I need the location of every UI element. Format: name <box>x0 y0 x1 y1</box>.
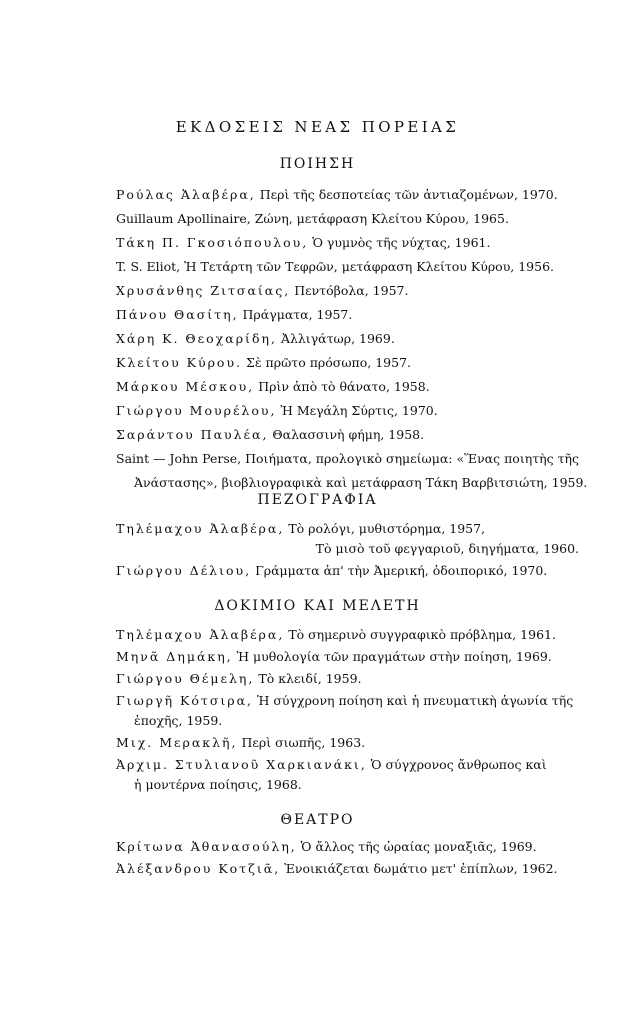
list-item-continuation <box>134 776 604 794</box>
list-item <box>116 426 586 444</box>
list-item <box>116 450 586 468</box>
list-item <box>116 626 586 644</box>
entry-work: Πράγματα, 1957. <box>242 307 353 322</box>
entry-work: Ἀνάστασης», βιοβλιογραφικὰ καὶ μετάφραση Τάκη Βαρβιτσιώτη, 1959. <box>134 475 588 490</box>
entry-author: Κρίτωνα Ἀθανασούλη, <box>116 839 297 854</box>
entry-author: Σαράντου Παυλέα, <box>116 427 269 442</box>
list-item <box>116 282 586 300</box>
list-item <box>116 258 586 276</box>
entry-work: Ἡ Μεγάλη Σύρτις, 1970. <box>280 403 438 418</box>
entry-work: T. S. Eliot, Ἡ Τετάρτη τῶν Τεφρῶν, μετάφραση Κλείτου Κύρου, 1956. <box>116 259 555 274</box>
entry-work: Ἐνοικιάζεται δωμάτιο μετ' ἐπίπλων, 1962. <box>284 861 558 876</box>
list-item <box>116 186 586 204</box>
list-item <box>116 354 586 372</box>
entry-author: Μηνᾶ Δημάκη, <box>116 649 233 664</box>
entry-work: Τὸ κλειδί, 1959. <box>258 671 362 686</box>
list-item <box>116 378 586 396</box>
list-item <box>116 210 586 228</box>
entry-work: Ὁ γυμνὸς τῆς νύχτας, 1961. <box>312 235 491 250</box>
section-heading-essay: ΔΟΚΙΜΙΟ ΚΑΙ ΜΕΛΕΤΗ <box>214 598 421 614</box>
list-item <box>116 306 586 324</box>
entry-author: Πάνου Θασίτη, <box>116 307 239 322</box>
entry-work: Περὶ τῆς δεσποτείας τῶν ἀντιαζομένων, 1970. <box>259 187 558 202</box>
list-item <box>116 562 586 580</box>
entry-work: ἡ μοντέρνα ποίησις, 1968. <box>134 777 302 792</box>
list-item <box>116 402 586 420</box>
list-item-continuation <box>134 474 604 492</box>
entry-work: Guillaum Apollinaire, Ζώνη, μετάφραση Κλείτου Κύρου, 1965. <box>116 211 509 226</box>
entry-work: Τὸ ρολόγι, μυθιστόρημα, 1957, <box>288 521 486 536</box>
publisher-title: ΕΚΔΟΣΕΙΣ ΝΕΑΣ ΠΟΡΕΙΑΣ <box>175 118 460 136</box>
entry-author: Τηλέμαχου Ἀλαβέρα, <box>116 627 285 642</box>
entry-work: Πρὶν ἀπὸ τὸ θάνατο, 1958. <box>258 379 430 394</box>
entry-work: Saint — John Perse, Ποιήματα, προλογικὸ σημείωμα: «Ἕνας ποιητὴς τῆς <box>116 451 580 466</box>
list-item <box>116 756 586 774</box>
entry-work: Γράμματα ἀπ' τὴν Ἀμερική, ὁδοιπορικό, 1970. <box>255 563 548 578</box>
list-item-continuation <box>134 712 604 730</box>
entry-author: Γιωργῆ Κότσιρα, <box>116 693 254 708</box>
entry-work: Ἡ μυθολογία τῶν πραγμάτων στὴν ποίηση, 1969. <box>236 649 552 664</box>
entry-author: Ἀλέξανδρου Κοτζιᾶ, <box>116 861 281 876</box>
list-item <box>116 692 586 710</box>
entry-author: Κλείτου Κύρου. <box>116 355 243 370</box>
entry-author: Χρυσάνθης Ζιτσαίας, <box>116 283 291 298</box>
entry-work: Ἡ σύγχρονη ποίηση καὶ ἡ πνευματικὴ ἀγωνία τῆς <box>257 693 574 708</box>
entry-work: Ἀλλιγάτωρ, 1969. <box>280 331 395 346</box>
entry-author: Μιχ. Μερακλῆ, <box>116 735 238 750</box>
section-heading-theatre: ΘΕΑΤΡΟ <box>280 812 355 828</box>
list-item <box>116 734 586 752</box>
list-item <box>116 648 586 666</box>
list-item <box>116 670 586 688</box>
entry-author: Μάρκου Μέσκου, <box>116 379 255 394</box>
entry-author: Τάκη Π. Γκοσιόπουλου, <box>116 235 309 250</box>
entry-work: Θαλασσινὴ φήμη, 1958. <box>272 427 425 442</box>
list-item-continuation <box>316 540 579 558</box>
entry-author: Ρούλας Ἀλαβέρα, <box>116 187 256 202</box>
section-heading-prose: ΠΕΖΟΓΡΑΦΙΑ <box>257 492 378 508</box>
entry-work: Τὸ σημερινὸ συγγραφικὸ πρόβλημα, 1961. <box>288 627 556 642</box>
entry-work: Ὁ σύγχρονος ἄνθρωπος καὶ <box>370 757 547 772</box>
entry-work: Τὸ μισὸ τοῦ φεγγαριοῦ, διηγήματα, 1960. <box>315 541 579 556</box>
entry-author: Γιώργου Μουρέλου, <box>116 403 277 418</box>
entry-author: Γιώργου Δέλιου, <box>116 563 252 578</box>
entry-work: Πεντόβολα, 1957. <box>294 283 409 298</box>
list-item <box>116 838 586 856</box>
list-item <box>116 520 586 538</box>
list-item <box>116 330 586 348</box>
entry-work: Ὁ ἄλλος τῆς ὡραίας μοναξιᾶς, 1969. <box>300 839 537 854</box>
section-heading-poetry: ΠΟΙΗΣΗ <box>279 156 356 172</box>
list-item <box>116 860 586 878</box>
entry-work: ἐποχῆς, 1959. <box>134 713 223 728</box>
entry-author: Ἀρχιμ. Στυλιανοῦ Χαρκιανάκι, <box>116 757 367 772</box>
entry-author: Χάρη Κ. Θεοχαρίδη, <box>116 331 277 346</box>
entry-work: Περὶ σιωπῆς, 1963. <box>241 735 366 750</box>
entry-work: Σὲ πρῶτο πρόσωπο, 1957. <box>246 355 412 370</box>
entry-author: Τηλέμαχου Ἀλαβέρα, <box>116 521 285 536</box>
entry-author: Γιώργου Θέμελη, <box>116 671 255 686</box>
list-item <box>116 234 586 252</box>
